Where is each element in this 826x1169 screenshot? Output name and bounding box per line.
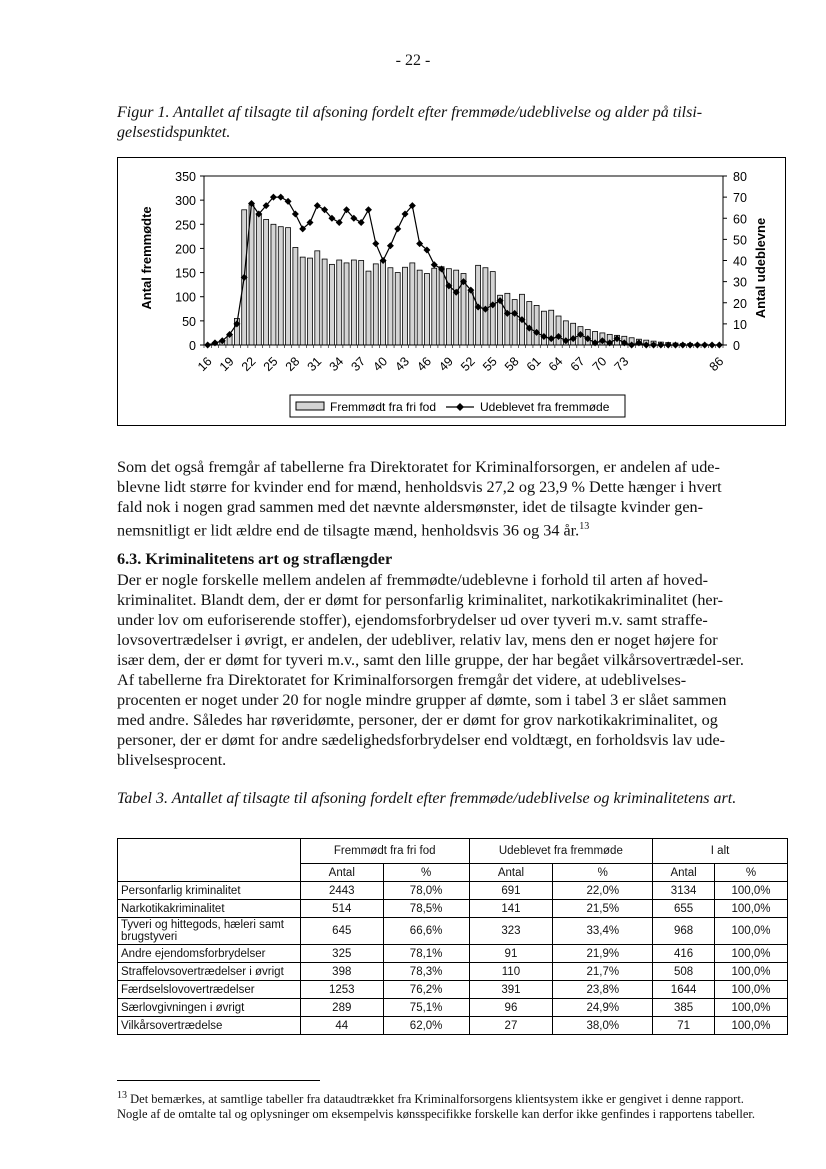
table-cell: 24,9% [553,999,653,1017]
row-label: Personfarlig kriminalitet [118,882,301,900]
bar [424,274,429,345]
table-cell: 78,1% [383,945,469,963]
table-cell: 141 [469,900,553,918]
legend-bar-swatch [296,402,324,410]
row-label: Straffelovsovertrædelser i øvrigt [118,963,301,981]
bar [256,215,261,345]
bar [337,260,342,345]
table-row [118,999,788,1017]
bar [329,264,334,345]
table-cell: 66,6% [383,918,469,945]
table-cell: 968 [653,918,715,945]
table-cell: 27 [469,1017,553,1035]
table-cell: 3134 [653,882,715,900]
row-label: Vilkårsovertrædelse [118,1017,301,1035]
left-tick-label: 200 [175,242,196,257]
right-tick-label: 10 [733,317,747,332]
table-cell: 691 [469,882,553,900]
right-axis-label: Antal udeblevne [753,217,768,319]
group-header-fremmoedt: Fremmødt fra fri fod [300,839,469,864]
bar [322,259,327,345]
table-cell: 100,0% [715,963,788,981]
bar [454,270,459,345]
bar [286,228,291,345]
x-tick-label: 86 [706,354,727,375]
row-label: Andre ejendomsforbrydelser [118,945,301,963]
x-tick-label: 28 [282,354,303,375]
table-row [118,918,788,945]
left-tick-label: 150 [175,266,196,281]
row-label: Tyveri og hittegods, hæleri samt brugstyveri [118,918,301,945]
bar [527,302,532,345]
table-cell: 100,0% [715,882,788,900]
bar [534,305,539,345]
table-cell: 100,0% [715,999,788,1017]
table-cell: 645 [300,918,383,945]
table-cell: 1253 [300,981,383,999]
right-tick-label: 60 [733,212,747,227]
bar [359,261,364,346]
table-cell: 508 [653,963,715,981]
x-tick-label: 55 [480,354,500,375]
line-point [292,211,299,218]
bar [512,300,517,345]
sub-header: Antal [469,864,553,882]
bar [300,257,305,345]
table-cell: 100,0% [715,900,788,918]
chart-canvas [118,158,785,425]
table-cell: 21,9% [553,945,653,963]
table-cell: 78,5% [383,900,469,918]
paragraph-1 [117,457,748,540]
table-cell: 385 [653,999,715,1017]
table-cell: 1644 [653,981,715,999]
table-cell: 33,4% [553,918,653,945]
sub-header: Antal [300,864,383,882]
bar [417,270,422,345]
right-tick-label: 20 [733,296,747,311]
footnote-13 [117,1088,757,1122]
right-tick-label: 70 [733,191,747,206]
paragraph-2: Der er nogle forskelle mellem andelen af fremmødte/udeblevne i forhold til arten af hoved-kriminalitet. Blandt dem, der er dømt for personfarlig kriminalitet, narkotikakriminalitet (her-under lov om euforiserende stoffer), ejendomsforbrydelser ud over tyveri m.v. samt straffe-lovsovertrædelser i øvrigt, er andelen, der udebliver, relativ lav, mens den er noget højere for især dem, der er dømt for tyveri m.v., samt den lille gruppe, der har begået vilkårsovertrædel-ser. Af tabellerne fra Direktoratet for Kriminalforsorgen fremgår det videre, at udeblivelses-procenten er noget under 20 for nogle mindre grupper af dømte, som i tabel 3 er slået sammen med andre. Således har røveridømte, personer, der er dømt for grov narkotikakriminalitet, og personer, der er dømt for andre sædelighedsforbrydelser end voldtægt, en forholdsvis lav ude-blivelsesprocent. [117,571,744,769]
bar [344,263,349,345]
bar [446,269,451,345]
bar [410,263,415,345]
line-point [431,261,438,268]
table-3 [117,838,788,1035]
table-row [118,981,788,999]
left-tick-label: 50 [182,314,196,329]
bar [264,219,269,345]
x-tick-label: 46 [414,354,434,375]
x-tick-label: 49 [436,354,456,375]
right-tick-label: 40 [733,254,747,269]
left-tick-label: 0 [189,339,196,353]
bar [278,227,283,345]
x-tick-label: 37 [348,354,369,375]
table-cell: 71 [653,1017,715,1035]
x-tick-label: 25 [260,354,281,375]
bar [315,251,320,345]
left-axis-label: Antal fremmødte [139,206,154,310]
bar [366,271,371,345]
line-point [387,242,394,249]
line-point [314,202,321,209]
group-header-i-alt: I alt [653,839,788,864]
bar [395,273,400,345]
x-tick-label: 61 [523,354,544,375]
section-heading: 6.3. Kriminalitetens art og straflængder [117,550,393,568]
right-tick-label: 50 [733,233,747,248]
table-cell: 78,3% [383,963,469,981]
table-cell: 62,0% [383,1017,469,1035]
footnote-ref-13: 13 [579,521,590,532]
x-tick-label: 19 [216,354,237,375]
line-point [394,225,401,232]
table-body [118,882,788,1035]
table-group-header-row [118,839,788,864]
table-cell: 514 [300,900,383,918]
bar [308,258,313,345]
table-row [118,900,788,918]
table-cell: 655 [653,900,715,918]
x-tick-label: 52 [458,354,478,375]
x-tick-label: 43 [392,354,413,375]
x-tick-label: 67 [567,354,588,375]
table-cell: 100,0% [715,918,788,945]
left-tick-label: 300 [175,194,196,209]
row-label: Særlovgivningen i øvrigt [118,999,301,1017]
x-tick-label: 31 [304,354,325,375]
table-cell: 44 [300,1017,383,1035]
table-cell: 391 [469,981,553,999]
bar [505,293,510,345]
bar [468,292,473,345]
bar [556,316,561,345]
line-point [285,198,292,205]
bar [432,268,437,345]
sub-header: % [715,864,788,882]
line-point [372,240,379,247]
x-tick-label: 73 [611,354,632,375]
chart-legend [290,395,625,417]
table-cell: 100,0% [715,1017,788,1035]
row-label: Færdselslovovertrædelser [118,981,301,999]
footnote-separator [117,1080,320,1081]
sub-header: Antal [653,864,715,882]
table-cell: 96 [469,999,553,1017]
line-point [277,194,284,201]
table-row [118,1017,788,1035]
table-cell: 21,5% [553,900,653,918]
x-tick-label: 40 [370,354,391,375]
row-label: Narkotikakriminalitet [118,900,301,918]
right-tick-label: 0 [733,339,740,353]
figure-1-chart [117,157,786,426]
x-tick-label: 22 [238,354,259,375]
bar [381,261,386,345]
table-cell: 325 [300,945,383,963]
x-tick-label: 16 [194,354,215,375]
table-cell: 398 [300,963,383,981]
left-tick-label: 250 [175,218,196,233]
bar [373,264,378,345]
bar [271,224,276,345]
line-point [365,206,372,213]
bar [403,267,408,345]
footnote-number: 13 [117,1090,127,1101]
line-point [358,219,365,226]
table-cell: 21,7% [553,963,653,981]
table-cell: 76,2% [383,981,469,999]
table-cell: 38,0% [553,1017,653,1035]
bar [439,267,444,345]
page-number: - 22 - [395,52,431,69]
right-tick-label: 30 [733,275,747,290]
table-cell: 110 [469,963,553,981]
table-cell: 91 [469,945,553,963]
bar [351,260,356,345]
footnote-text: Det bemærkes, at samtlige tabeller fra dataudtrækket fra Kriminalforsorgens klientsystem ikke er gengivet i denne rapport. Nogle af de omtalte tal og oplysninger om eksempelvis kønsspecifikke forskelle kan derfor ikke genfindes i rapportens tabeller. [117,1092,756,1122]
line-point [336,219,343,226]
table-row [118,882,788,900]
table-row [118,963,788,981]
left-tick-label: 350 [175,170,196,184]
right-tick-label: 80 [733,170,747,184]
x-tick-label: 34 [326,354,347,375]
table-cell: 100,0% [715,981,788,999]
figure-caption: Figur 1. Antallet af tilsagte til afsoning fordelt efter fremmøde/udeblivelse og alder på tilsi-gelsestidspunktet. [117,104,703,141]
table-cell: 2443 [300,882,383,900]
paragraph-1-text: Som det også fremgår af tabellerne fra Direktoratet for Kriminalforsorgen, er andelen af ude-blevne lidt større for kvinder end for mænd, henholdsvis 27,2 og 23,9 % Dette hænger i hvert fald nok i nogen grad sammen med det nævnte aldersmønster, idet de tilsagte kvinder gen-nemsnitligt er lidt ældre end de tilsagte mænd, henholdsvis 36 og 34 år. [117,458,722,540]
table-cell: 23,8% [553,981,653,999]
bar [388,268,393,345]
table-row [118,945,788,963]
legend-bar-label: Fremmødt fra fri fod [330,400,437,414]
table-cell: 289 [300,999,383,1017]
table-cell: 100,0% [715,945,788,963]
x-tick-label: 64 [545,354,566,375]
table-caption: Tabel 3. Antallet af tilsagte til afsoning fordelt efter fremmøde/udeblivelse og kriminalitetens art. [117,790,737,807]
table-cell: 22,0% [553,882,653,900]
x-tick-label: 58 [501,354,522,375]
sub-header: % [383,864,469,882]
legend-line-label: Udeblevet fra fremmøde [480,400,610,414]
sub-header: % [553,864,653,882]
table-cell: 75,1% [383,999,469,1017]
table-corner-cell [118,839,301,882]
table-cell: 416 [653,945,715,963]
left-tick-label: 100 [175,290,196,305]
table-cell: 78,0% [383,882,469,900]
bar [293,247,298,345]
group-header-udeblevet: Udeblevet fra fremmøde [469,839,653,864]
table-cell: 323 [469,918,553,945]
x-tick-label: 70 [589,354,610,375]
